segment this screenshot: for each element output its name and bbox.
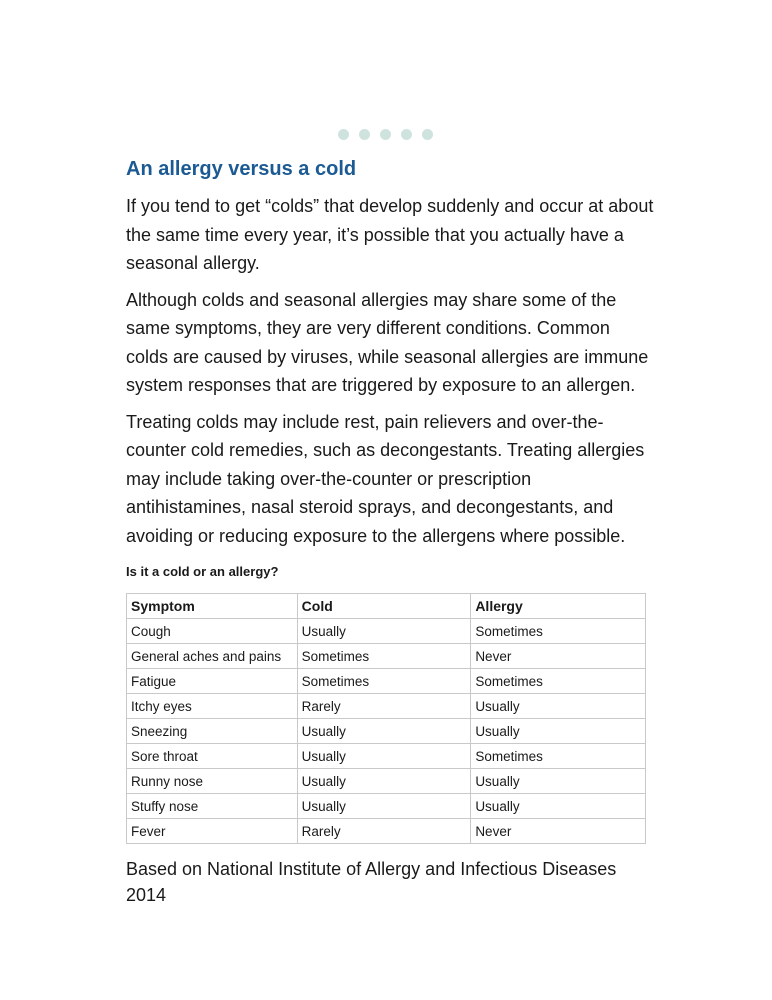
cell-cold: Usually xyxy=(297,769,471,794)
table-row xyxy=(127,669,646,694)
cell-cold: Sometimes xyxy=(297,644,471,669)
table-row xyxy=(127,719,646,744)
table-header-row xyxy=(127,594,646,619)
cell-cold: Usually xyxy=(297,794,471,819)
cell-allergy: Sometimes xyxy=(471,669,646,694)
cell-allergy: Usually xyxy=(471,719,646,744)
table-row xyxy=(127,794,646,819)
paragraph-2: Although colds and seasonal allergies may share some of the same symptoms, they are very different conditions. Common colds are caused by viruses, while seasonal allergies are immune system responses that are triggered by exposure to an allergen. xyxy=(126,289,649,395)
cell-symptom: General aches and pains xyxy=(127,644,298,669)
dot-icon xyxy=(359,129,370,140)
paragraph-1: If you tend to get “colds” that develop suddenly and occur at about the same time every year, it’s possible that you actually have a seasonal allergy. xyxy=(126,196,654,273)
table-row xyxy=(127,819,646,844)
cell-symptom: Runny nose xyxy=(127,769,298,794)
cell-symptom: Fever xyxy=(127,819,298,844)
dot-icon xyxy=(380,129,391,140)
dot-icon xyxy=(422,129,433,140)
table-caption: Is it a cold or an allergy? xyxy=(126,564,279,579)
main-content xyxy=(126,155,656,908)
cell-cold: Usually xyxy=(297,619,471,644)
section-heading: An allergy versus a cold xyxy=(126,158,357,180)
cell-allergy: Usually xyxy=(471,769,646,794)
cell-allergy: Never xyxy=(471,644,646,669)
cell-allergy: Usually xyxy=(471,694,646,719)
source-note: Based on National Institute of Allergy and Infectious Diseases 2014 xyxy=(126,859,617,905)
paragraph-3: Treating colds may include rest, pain relievers and over-the-counter cold remedies, such as decongestants. Treating allergies may include taking over-the-counter or prescription antihistamines, nasal steroid sprays, and decongestants, and avoiding or reducing exposure to the allergens where possible. xyxy=(126,411,645,546)
cell-cold: Sometimes xyxy=(297,669,471,694)
cell-cold: Rarely xyxy=(297,819,471,844)
cell-cold: Rarely xyxy=(297,694,471,719)
table-row xyxy=(127,619,646,644)
table-row xyxy=(127,694,646,719)
header-cold: Cold xyxy=(297,594,471,619)
dot-icon xyxy=(338,129,349,140)
cell-cold: Usually xyxy=(297,719,471,744)
cell-allergy: Sometimes xyxy=(471,744,646,769)
cell-allergy: Usually xyxy=(471,794,646,819)
cell-symptom: Itchy eyes xyxy=(127,694,298,719)
cell-allergy: Never xyxy=(471,819,646,844)
table-row xyxy=(127,769,646,794)
cell-symptom: Cough xyxy=(127,619,298,644)
cell-symptom: Sore throat xyxy=(127,744,298,769)
cell-symptom: Sneezing xyxy=(127,719,298,744)
header-symptom: Symptom xyxy=(127,594,298,619)
cell-symptom: Fatigue xyxy=(127,669,298,694)
symptom-table xyxy=(126,593,646,844)
cell-symptom: Stuffy nose xyxy=(127,794,298,819)
dot-icon xyxy=(401,129,412,140)
decorative-dots xyxy=(338,129,433,140)
table-row xyxy=(127,744,646,769)
cell-allergy: Sometimes xyxy=(471,619,646,644)
cell-cold: Usually xyxy=(297,744,471,769)
header-allergy: Allergy xyxy=(471,594,646,619)
table-row xyxy=(127,644,646,669)
